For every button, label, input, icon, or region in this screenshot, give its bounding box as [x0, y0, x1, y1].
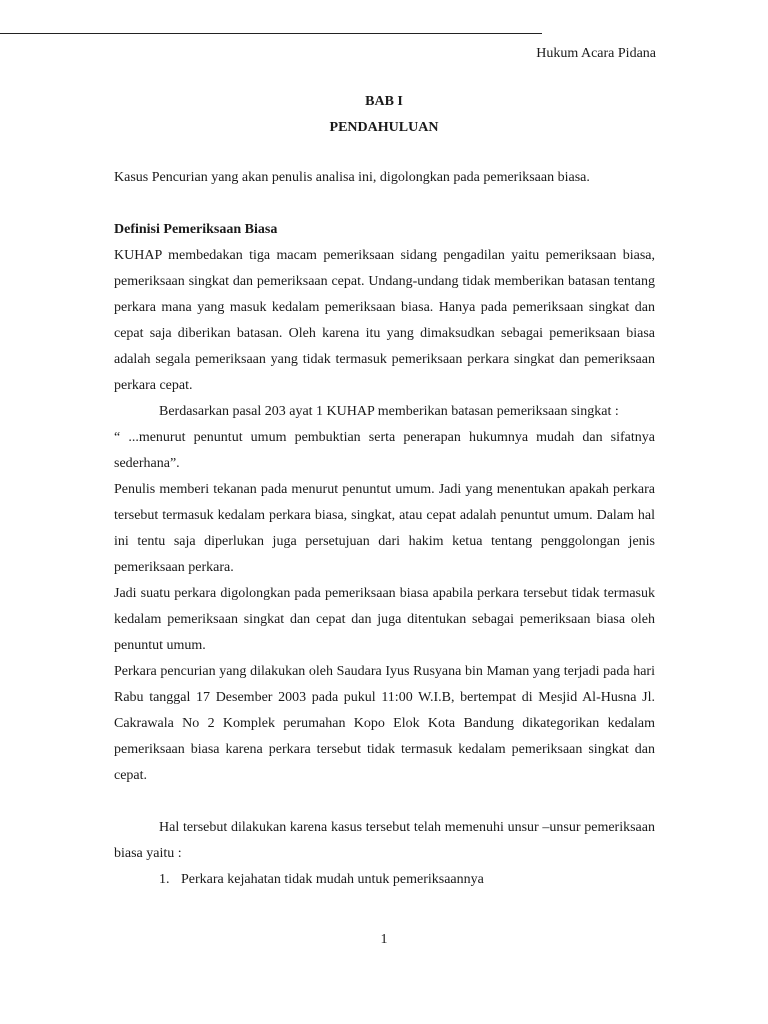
intro-paragraph: Kasus Pencurian yang akan penulis analisa ini, digolongkan pada pemeriksaan biasa.: [114, 170, 590, 185]
paragraph-1: KUHAP membedakan tiga macam pemeriksaan sidang pengadilan yaitu pemeriksaan biasa, pemeriksaan singkat dan pemeriksaan cepat. Undang-undang tidak memberikan batasan tentang perkara mana yang masuk kedalam pemeriksaan biasa. Hanya pada pemeriksaan singkat dan cepat saja diberikan batasan. Oleh karena itu yang dimaksudkan sebagai pemeriksaan biasa adalah segala pemeriksaan yang tidak termasuk pemeriksaan perkara singkat dan pemeriksaan perkara cepat.: [114, 248, 655, 393]
chapter-number: BAB I: [365, 94, 403, 109]
list-item-text: Perkara kejahatan tidak mudah untuk pemeriksaannya: [181, 872, 484, 887]
list-item-number: 1.: [159, 872, 170, 887]
paragraph-4: Penulis memberi tekanan pada menurut penuntut umum. Jadi yang menentukan apakah perkara tersebut termasuk kedalam perkara biasa, singkat, atau cepat adalah penuntut umum. Dalam hal ini tentu saja diperlukan juga persetujuan dari hakim ketua tentang penggolongan jenis pemeriksaan perkara.: [114, 482, 655, 575]
running-header: Hukum Acara Pidana: [536, 46, 656, 61]
spacer: [114, 789, 655, 815]
paragraph-7: Hal tersebut dilakukan karena kasus tersebut telah memenuhi unsur –unsur pemeriksaan biasa yaitu :: [114, 820, 655, 861]
header-rule: [0, 33, 542, 34]
paragraph-2: Berdasarkan pasal 203 ayat 1 KUHAP memberikan batasan pemeriksaan singkat :: [159, 404, 619, 419]
spacer: [114, 191, 655, 217]
page-number: 1: [380, 932, 388, 947]
chapter-title: PENDAHULUAN: [329, 120, 439, 135]
section-title: Definisi Pemeriksaan Biasa: [114, 222, 278, 237]
document-body: [114, 165, 655, 893]
chapter-heading: [114, 89, 654, 141]
list-item: [114, 867, 655, 893]
paragraph-5: Jadi suatu perkara digolongkan pada pemeriksaan biasa apabila perkara tersebut tidak termasuk kedalam pemeriksaan singkat dan cepat dan juga ditentukan sebagai pemeriksaan biasa oleh penuntut umum.: [114, 586, 655, 653]
paragraph-6: Perkara pencurian yang dilakukan oleh Saudara Iyus Rusyana bin Maman yang terjadi pada hari Rabu tanggal 17 Desember 2003 pada pukul 11:00 W.I.B, bertempat di Mesjid Al-Husna Jl. Cakrawala No 2 Komplek perumahan Kopo Elok Kota Bandung dikategorikan kedalam pemeriksaan biasa karena perkara tersebut tidak termasuk kedalam pemeriksaan singkat dan cepat.: [114, 664, 655, 783]
quote-paragraph: “ ...menurut penuntut umum pembuktian serta penerapan hukumnya mudah dan sifatnya sederhana”.: [114, 430, 655, 471]
